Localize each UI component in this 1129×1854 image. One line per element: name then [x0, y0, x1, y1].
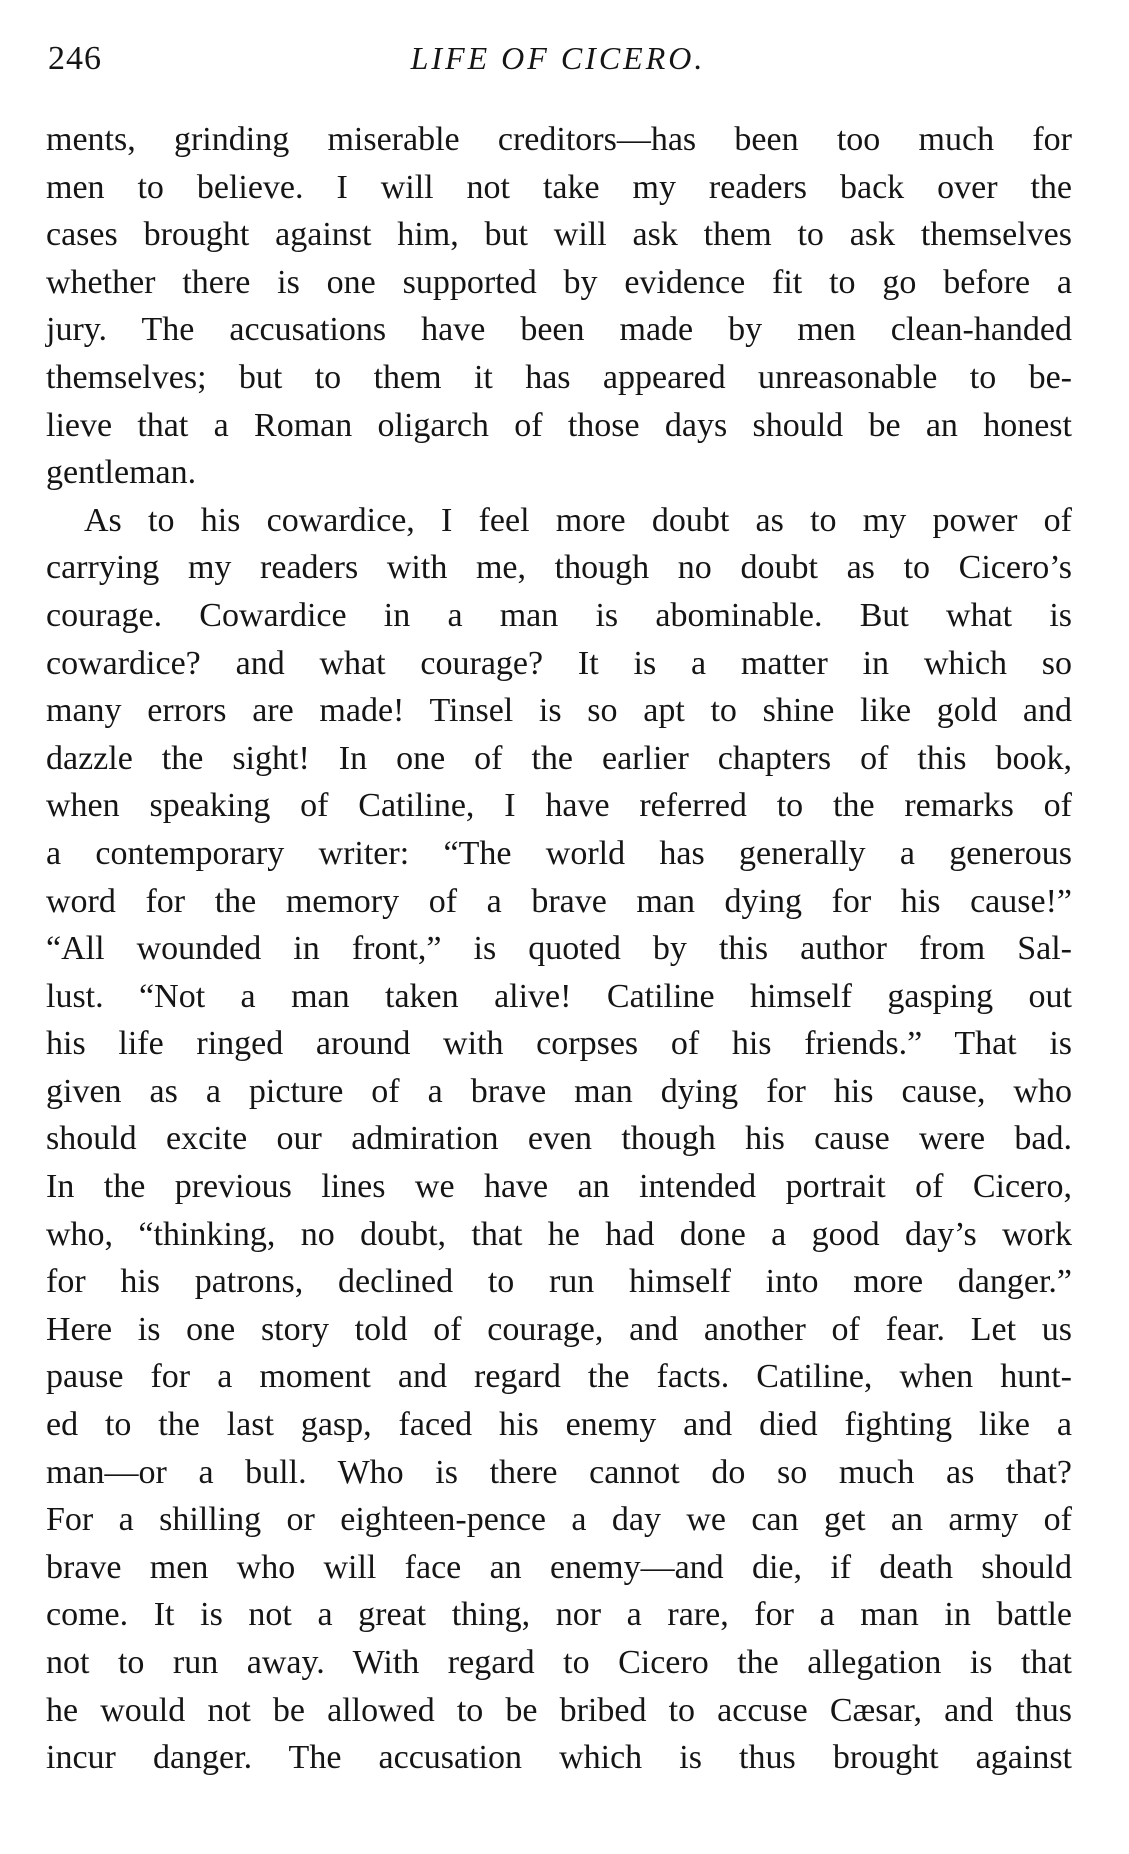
text-line: a contemporary writer: “The world has generally a generous: [46, 834, 1072, 872]
text-line: ments, grinding miserable creditors—has been too much for: [46, 121, 1072, 158]
text-line: In the previous lines we have an intended portrait of Cicero,: [46, 1168, 1072, 1206]
text-line: themselves; but to them it has appeared unreasonable to be-: [46, 358, 1072, 396]
text-line: lust. “Not a man taken alive! Catiline himself gasping out: [46, 977, 1072, 1015]
text-line: when speaking of Catiline, I have referred to the remarks of: [46, 787, 1072, 825]
text-line: jury. The accusations have been made by men clean-handed: [46, 311, 1072, 349]
text-line: not to run away. With regard to Cicero the allegation is that: [46, 1644, 1072, 1681]
text-line: pause for a moment and regard the facts. Catiline, when hunt-: [46, 1358, 1072, 1396]
text-line: ed to the last gasp, faced his enemy and died fighting like a: [46, 1406, 1072, 1444]
text-line: brave men who will face an enemy—and die, if death should: [46, 1548, 1072, 1586]
text-line: come. It is not a great thing, nor a rare, for a man in battle: [46, 1596, 1072, 1634]
text-line: lieve that a Roman oligarch of those days should be an honest: [46, 406, 1072, 444]
text-line: given as a picture of a brave man dying for his cause, who: [46, 1072, 1072, 1110]
text-line: men to believe. I will not take my readers back over the: [46, 168, 1072, 206]
text-line: Here is one story told of courage, and another of fear. Let us: [46, 1310, 1072, 1348]
text-line: dazzle the sight! In one of the earlier chapters of this book,: [46, 739, 1072, 777]
text-line: carrying my readers with me, though no doubt as to Cicero’s: [46, 549, 1072, 587]
text-line: his life ringed around with corpses of his friends.” That is: [46, 1025, 1072, 1063]
text-line: For a shilling or eighteen-pence a day we can get an army of: [46, 1501, 1072, 1539]
body-text: [46, 116, 1072, 1782]
text-line: “All wounded in front,” is quoted by this author from Sal-: [46, 930, 1072, 968]
text-line: courage. Cowardice in a man is abominable. But what is: [46, 596, 1072, 634]
text-line: gentleman.: [46, 454, 197, 492]
text-line: man—or a bull. Who is there cannot do so much as that?: [46, 1453, 1072, 1491]
text-line: for his patrons, declined to run himself into more danger.”: [46, 1263, 1072, 1301]
text-line: cowardice? and what courage? It is a matter in which so: [46, 644, 1072, 682]
text-line: should excite our admiration even though his cause were bad.: [46, 1120, 1072, 1158]
page-number: 246: [48, 40, 102, 77]
text-line: incur danger. The accusation which is thus brought against: [46, 1739, 1072, 1777]
text-line: whether there is one supported by evidence fit to go before a: [46, 263, 1072, 301]
text-line: As to his cowardice, I feel more doubt as to my power of: [84, 501, 1072, 539]
text-line: many errors are made! Tinsel is so apt to shine like gold and: [46, 692, 1072, 730]
text-line: word for the memory of a brave man dying for his cause!”: [46, 882, 1072, 920]
page-header: [48, 40, 1068, 80]
text-line: who, “thinking, no doubt, that he had done a good day’s work: [46, 1215, 1072, 1253]
text-line: he would not be allowed to be bribed to accuse Cæsar, and thus: [46, 1691, 1072, 1729]
text-line: cases brought against him, but will ask them to ask themselves: [46, 216, 1072, 254]
running-title: LIFE OF CICERO.: [410, 40, 706, 76]
